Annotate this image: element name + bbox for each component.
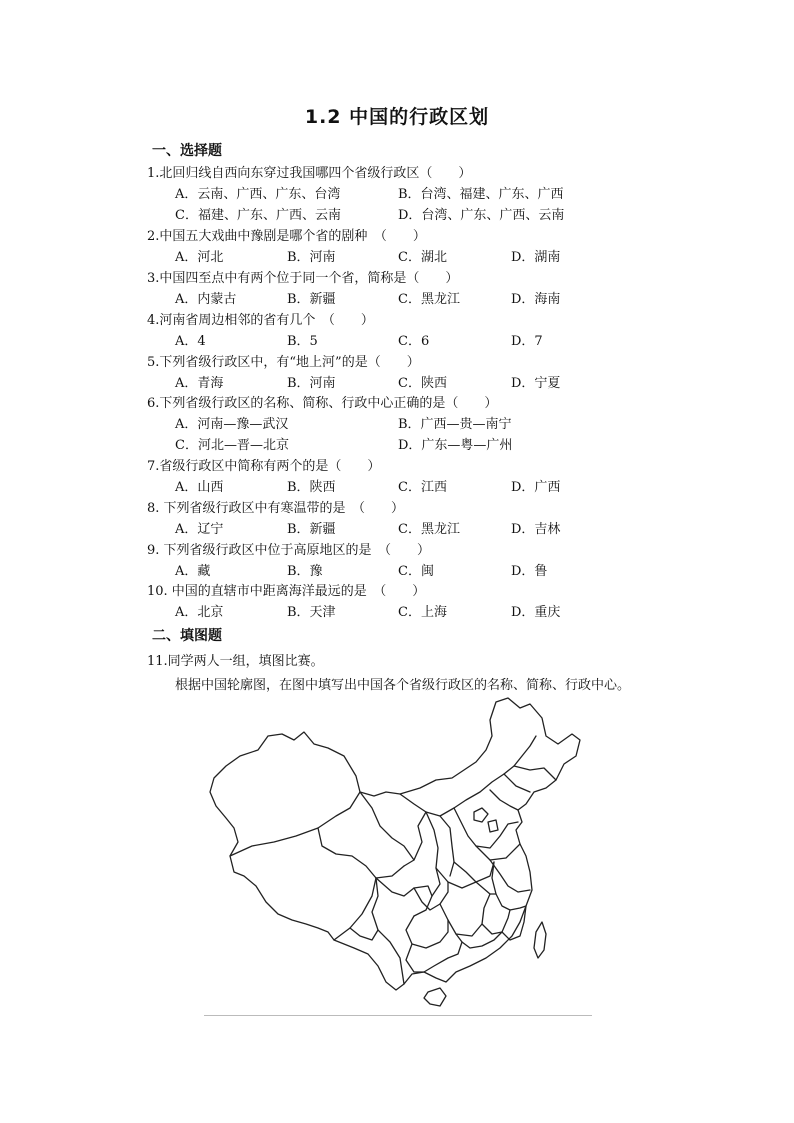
question-11: 11.同学两人一组，填图比赛。 [147,654,324,669]
q4-option-a[interactable]: A．4 [175,334,206,349]
map-border-innermongolia [400,736,536,816]
q2-option-b[interactable]: B．河南 [287,250,336,265]
q5-option-b[interactable]: B．河南 [287,376,336,391]
q2-option-d[interactable]: D．湖南 [511,250,561,265]
question-9: 9. 下列省级行政区中位于高原地区的是 （ ） [147,543,431,558]
q8-option-a[interactable]: A．辽宁 [175,522,224,537]
map-taiwan [534,922,546,958]
question-11-instruction: 根据中国轮廓图，在图中填写出中国各个省级行政区的名称、简称、行政中心。 [175,678,631,693]
section-heading-choice: 一、选择题 [152,143,222,159]
china-map-svg [200,696,592,1018]
q5-option-a[interactable]: A．青海 [175,376,224,391]
q7-option-a[interactable]: A．山西 [175,480,224,495]
q6-option-b[interactable]: B．广西—贵—南宁 [398,417,512,432]
page-title: 1.2 中国的行政区划 [304,106,490,128]
q9-option-a[interactable]: A．藏 [175,564,211,579]
question-1: 1.北回归线自西向东穿过我国哪四个省级行政区（ ） [147,166,472,181]
q8-option-b[interactable]: B．新疆 [287,522,336,537]
map-border-tianjin [488,820,498,832]
q3-option-c[interactable]: C．黑龙江 [398,292,460,307]
map-border-sichuan-west [350,928,378,940]
map-border-jiangsu-anhui [490,860,530,892]
question-7: 7.省级行政区中简称有两个的是（ ） [147,459,381,474]
question-10: 10. 中国的直辖市中距离海洋最远的是 （ ） [147,584,426,599]
map-hainan [424,988,446,1006]
question-4: 4.河南省周边相邻的省有几个 （ ） [147,313,374,328]
q2-option-a[interactable]: A．河北 [175,250,224,265]
map-border-xinjiang-tibet [230,792,360,856]
question-5: 5.下列省级行政区中，有“地上河”的是（ ） [147,355,420,370]
q6-option-a[interactable]: A．河南—豫—武汉 [175,417,289,432]
map-bottom-rule [204,1015,592,1016]
map-border-sichuan-chongqing [376,878,432,916]
map-border-henan [454,862,494,882]
q8-option-d[interactable]: D．吉林 [511,522,561,537]
q3-option-a[interactable]: A．内蒙古 [175,292,237,307]
map-border-heilongjiang-jilin [514,766,556,780]
map-border-shanxi [440,816,454,876]
q10-option-a[interactable]: A．北京 [175,605,224,620]
q1-option-a[interactable]: A．云南、广西、广东、台湾 [175,187,341,202]
q8-option-c[interactable]: C．黑龙江 [398,522,460,537]
q7-option-c[interactable]: C．江西 [398,480,447,495]
map-border-jiangxi [482,910,510,934]
section-heading-map: 二、填图题 [152,628,222,644]
q3-option-d[interactable]: D．海南 [511,292,561,307]
q5-option-c[interactable]: C．陕西 [398,376,447,391]
map-border-shaanxi [426,812,440,896]
q9-option-b[interactable]: B．豫 [287,564,323,579]
map-border-hebei [454,808,518,848]
q7-option-b[interactable]: B．陕西 [287,480,336,495]
map-border-guangxi [406,934,462,972]
q1-option-d[interactable]: D．台湾、广东、广西、云南 [398,208,565,223]
china-outline-map[interactable] [200,696,592,1018]
q6-option-c[interactable]: C．河北—晋—北京 [175,438,289,453]
question-6: 6.下列省级行政区的名称、简称、行政中心正确的是（ ） [147,396,498,411]
map-border-guizhou [406,916,448,948]
q10-option-b[interactable]: B．天津 [287,605,336,620]
q9-option-c[interactable]: C．闽 [398,564,434,579]
q10-option-d[interactable]: D．重庆 [511,605,561,620]
map-border-ningxia [414,812,426,860]
map-border-zhejiang [510,906,526,910]
q6-option-d[interactable]: D．广东—粤—广州 [398,438,513,453]
map-border-chongqing [414,882,448,910]
q1-option-b[interactable]: B．台湾、福建、广东、广西 [398,187,564,202]
q10-option-c[interactable]: C．上海 [398,605,447,620]
map-border-qinghai [318,828,404,878]
q5-option-d[interactable]: D．宁夏 [511,376,561,391]
map-border-tibet-sichuan [334,878,376,940]
q2-option-c[interactable]: C．湖北 [398,250,447,265]
q4-option-b[interactable]: B．5 [287,334,318,349]
question-3: 3.中国四至点中有两个位于同一个省，简称是（ ） [147,271,459,286]
question-8: 8. 下列省级行政区中有寒温带的是 （ ） [147,501,405,516]
map-border-jilin-liaoning [504,774,530,792]
q4-option-c[interactable]: C．6 [398,334,430,349]
q9-option-d[interactable]: D．鲁 [511,564,548,579]
map-border-guangdong [462,932,502,948]
q7-option-d[interactable]: D．广西 [511,480,561,495]
q1-option-c[interactable]: C．福建、广东、广西、云南 [175,208,341,223]
map-border-beijing [474,808,488,822]
map-border-liaoning-hebei [490,790,518,810]
question-2: 2.中国五大戏曲中豫剧是哪个省的剧种 （ ） [147,229,426,244]
map-border-gansu [360,792,414,866]
q3-option-b[interactable]: B．新疆 [287,292,336,307]
q4-option-d[interactable]: D．7 [511,334,543,349]
